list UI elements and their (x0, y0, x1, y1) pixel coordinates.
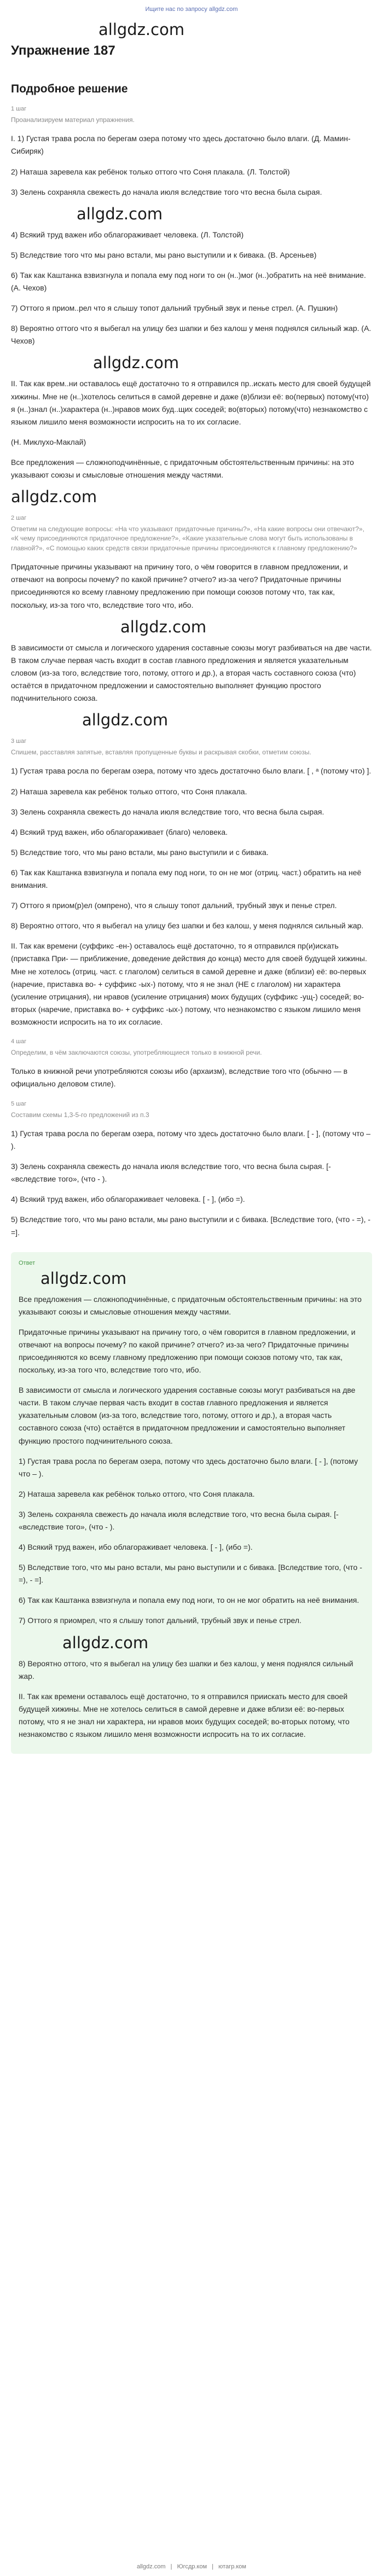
text-line: 8) Вероятно оттого, что я выбегал на улицу без шапки и без калош, у меня поднялся сильный жар. (11, 921, 364, 931)
text-line: 4) Всякий труд важен ибо облагораживает человека. (Л. Толстой) (11, 230, 244, 239)
text-line: 3) Зелень сохраняла свежесть до начала июля вследствие того, что весна была сырая. (11, 807, 324, 816)
solution-title: Подробное решение (11, 83, 128, 95)
step-description: Проанализируем материал упражнения. (11, 116, 135, 124)
step-label: 4 шаг (11, 1038, 27, 1045)
step-label: 2 шаг (11, 515, 27, 522)
answer-line: 7) Оттого я приомрел, что я слышу топот дальний, трубный звук и пенье стрел. (19, 1616, 301, 1625)
text-line: 8) Вероятно оттого что я выбегал на улицу без шапки и без калош у меня поднялся сильный жар. (А. Чехов) (11, 324, 372, 346)
exercise-title: Упражнение 187 (11, 43, 115, 58)
watermark: allgdz.com (11, 487, 97, 507)
watermark: allgdz.com (40, 1269, 127, 1288)
footer (0, 2563, 383, 2570)
text-line: 5) Вследствие того что мы рано встали, мы рано выступили и к бивака. (В. Арсеньев) (11, 250, 317, 259)
text-line: I. 1) Густая трава росла по берегам озера потому что здесь достаточно было влаги. (Д. Мамин-Сибиряк) (11, 134, 351, 156)
text-line: 4) Всякий труд важен, ибо облагораживает (благо) человека. (11, 827, 228, 836)
top-hint-link[interactable]: Ищите нас по запросу allgdz.com (145, 6, 238, 13)
answer-line: 2) Наташа заревела как ребёнок только оттого, что Соня плакала. (19, 1489, 255, 1498)
footer-link[interactable]: ютагр.ком (218, 2563, 246, 2570)
text-line: Придаточные причины указывают на причину того, о чём говорится в главном предложении, и отвечают на вопросы почему? по какой причине? отчего? из-за чего? Придаточные причины присоединяются ко всему главному предложению при помощи союзов потому что, так как, поскольку, из-за того что, вследствие того что, ибо. (11, 562, 348, 609)
text-line: 6) Так как Каштанка взвизгнула и попала ему под ноги, то он не мог (отриц. част.) обратить на неё внимания. (11, 868, 362, 890)
text-line: 7) Оттого я приом..рел что я слышу топот дальний трубный звук и пенье стрел. (А. Пушкин) (11, 304, 338, 313)
answer-line: Придаточные причины указывают на причину того, о чём говорится в главном предложении, и отвечают на вопросы почему? по какой причине? отчего? из-за чего? Придаточные причины присоединяются ко всему главному предложению при помощи союзов потому что, так как, поскольку, из-за того что, вследствие того что, ибо. (19, 1327, 356, 1375)
text-line: II. Так как времени (суффикс -ен-) оставалось ещё достаточно, то я отправился пр(и)искать (приставка При- — приближение, доведение действия до конца) место для своей будущей хижины. Мне не хотелось (отриц. част. с глаголом) селиться в самой деревне и даже (вблизи) её: во-первых (наречие, приставка во- + суффикс -ых-) потому, что я не знал (НЕ с глаголом) ни характера (усиление отрицания), ни нравов (усиление отрицания) моих будущих (суффикс -ущ-) соседей; во-вторых (наречие, приставка во- + суффикс -ых-) потому, что незнакомство с языком лишило меня возможности испросить на то их согласие. (11, 941, 367, 1026)
text-line: В зависимости от смысла и логического ударения составные союзы могут разбиваться на две части. В таком случае первая часть входит в состав главного предложения и является указательным словом (из-за того, вследствие того, потому, оттого и др.), а вторая часть составного союза (что) остаётся в придаточном предложении и самостоятельно выполняет функцию простого подчинительного союза. (11, 643, 372, 702)
text-line: 5) Вследствие того, что мы рано встали, мы рано выступили и с бивака. [Вследствие того, (что - =), - =]. (11, 1215, 371, 1237)
step-label: 1 шаг (11, 106, 27, 112)
step-5 (11, 1101, 372, 1239)
text-line: 2) Наташа заревела как ребёнок только оттого, что Соня плакала. (11, 787, 247, 796)
watermark: allgdz.com (98, 20, 185, 39)
text-line: (Н. Миклухо-Маклай) (11, 437, 86, 446)
step-description: Определим, в чём заключаются союзы, употребляющиеся только в книжной речи. (11, 1048, 262, 1056)
text-line: 2) Наташа заревела как ребёнок только оттого что Соня плакала. (Л. Толстой) (11, 167, 290, 176)
top-hint-bar (11, 0, 372, 19)
text-line: Только в книжной речи употребляются союзы ибо (архаизм), вследствие того что (обычно — в официально деловом стиле). (11, 1067, 348, 1089)
answer-line: 4) Всякий труд важен, ибо облагораживает человека. [ - ], (ибо =). (19, 1543, 253, 1552)
step-description: Спишем, расставляя запятые, вставляя пропущенные буквы и раскрывая скобки, отметим союзы. (11, 748, 311, 757)
watermark: allgdz.com (77, 204, 163, 223)
step-description: Составим схемы 1,3-5-го предложений из п.3 (11, 1110, 149, 1119)
text-line: Все предложения — сложноподчинённые, с придаточным обстоятельственным причины: на это указывают союзы и смысловые отношения между частями. (11, 457, 354, 479)
answer-box (11, 1252, 372, 1754)
footer-separator: | (212, 2563, 214, 2570)
text-line: II. Так как врем..ни оставалось ещё достаточно то я отправился пр..искать место для своей будущей хижины. Мне не (н..)хотелось селиться в самой деревне и даже (в)близи её: во(первых) потому(что) я (н..)знал (н..)характера (н..)нравов моих буд..щих соседей; во(вторых) потому(что) незнакомство с языком лишило меня возможности испросить на то их согласие. (11, 379, 371, 426)
step-description: Ответим на следующие вопросы: «На что указывают придаточные причины?», «На какие вопросы они отвечают?», «К чему присоединяются придаточное предложение?», «Какие указательные слова могут быть использованы в главной?», «С помощью каких средств связи придаточные причины присоединяются к главному предложению?» (11, 525, 364, 552)
text-line: 1) Густая трава росла по берегам озера, потому что здесь достаточно было влаги. [ , ᵃ (потому что) ]. (11, 766, 372, 776)
watermark: allgdz.com (93, 353, 179, 373)
answer-label: Ответ (19, 1259, 36, 1266)
footer-link[interactable]: allgdz.com (137, 2563, 166, 2570)
answer-line: 3) Зелень сохраняла свежесть до начала июля вследствие того, что весна была сырая. [- «вследствие того», (что - ). (19, 1509, 339, 1532)
answer-line: 8) Вероятно оттого, что я выбегал на улицу без шапки и без калош, у меня поднялся сильный жар. (19, 1659, 353, 1680)
text-line: 7) Оттого я приом(р)ел (омпрено), что я слышу топот дальний, трубный звук и пенье стрел. (11, 901, 337, 910)
footer-link[interactable]: Югсдр.ком (177, 2563, 207, 2570)
text-line: 6) Так как Каштанка взвизгнула и попала ему под ноги то он (н..)мог (н..)обратить на неё внимание. (А. Чехов) (11, 270, 366, 293)
answer-line: 1) Густая трава росла по берегам озера, потому что здесь достаточно было влаги. [ - ], (потому что – ). (19, 1456, 358, 1478)
step-3 (11, 738, 372, 1028)
answer-line: 5) Вследствие того, что мы рано встали, мы рано выступили и с бивака. [Вследствие того, (что - =), - =]. (19, 1563, 362, 1585)
text-line: 5) Вследствие того, что мы рано встали, мы рано выступили и с бивака. (11, 847, 269, 857)
watermark: allgdz.com (120, 617, 207, 636)
step-4 (11, 1038, 372, 1091)
answer-line: В зависимости от смысла и логического ударения составные союзы могут разбиваться на две части. В таком случае первая часть входит в состав главного предложения и является указательным словом (из-за того, вследствие того, потому, оттого и др.), а вторая часть составного союза (что) остаётся в придаточном предложении и самостоятельно выполняет функцию простого подчинительного союза. (19, 1386, 356, 1445)
step-label: 3 шаг (11, 738, 27, 745)
text-line: 4) Всякий труд важен, ибо облагораживает человека. [ - ], (ибо =). (11, 1195, 245, 1204)
watermark: allgdz.com (62, 1633, 149, 1652)
step-label: 5 шаг (11, 1100, 27, 1107)
step-1 (11, 106, 372, 481)
text-line: 1) Густая трава росла по берегам озера, потому что здесь достаточно было влаги. [ - ], (потому что – ). (11, 1129, 370, 1151)
watermark: allgdz.com (82, 711, 169, 730)
text-line: 3) Зелень сохраняла свежесть до начала июля вследствие того, что весна была сырая. [- «вследствие того», (что - ). (11, 1162, 331, 1184)
step-2 (11, 515, 372, 705)
answer-line: Все предложения — сложноподчинённые, с придаточным обстоятельственным причины: на это указывают союзы и смысловые отношения между частями. (19, 1294, 362, 1316)
answer-line: II. Так как времени оставалось ещё достаточно, то я отправился приискать место для своей будущей хижины. Мне не хотелось селиться в самой деревне и даже вблизи её: во-первых потому, что я не знал ни характера, ни нравов моих будущих соседей; во-вторых потому, что незнакомство с языком лишило меня возможности испросить на то их согласие. (19, 1691, 350, 1739)
footer-separator: | (170, 2563, 172, 2570)
answer-line: 6) Так как Каштанка взвизгнула и попала ему под ноги, то он не мог обратить на неё внимания. (19, 1596, 359, 1605)
text-line: 3) Зелень сохраняла свежесть до начала июля вследствие того что весна была сырая. (11, 187, 322, 196)
